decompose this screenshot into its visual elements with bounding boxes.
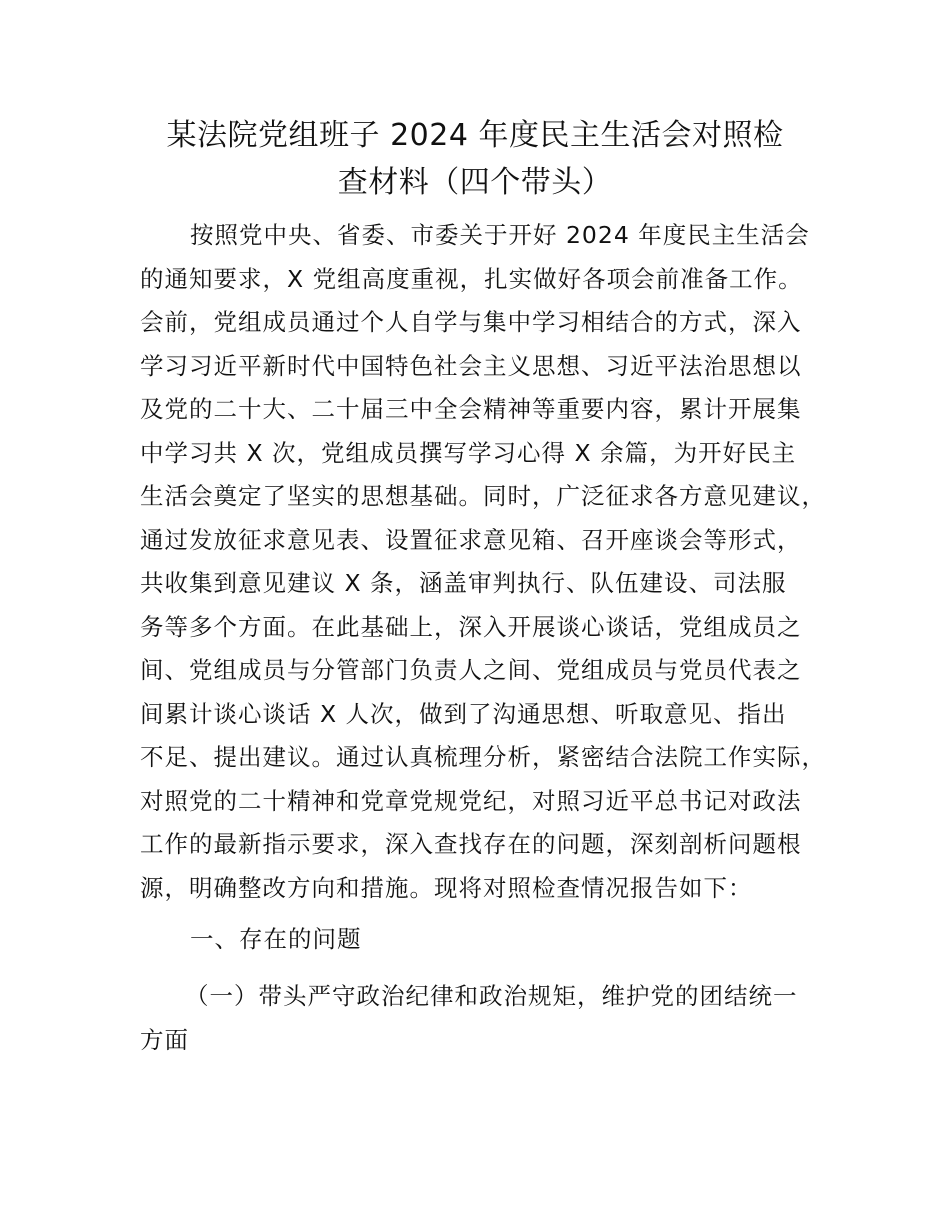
section-heading	[140, 918, 830, 962]
intro-line-2: 的通知要求，X 党组高度重视，扎实做好各项会前准备工作。	[140, 264, 803, 293]
document-title	[140, 112, 810, 206]
intro-line-4: 学习习近平新时代中国特色社会主义思想、习近平法治思想以	[140, 351, 802, 380]
intro-paragraph	[140, 214, 830, 910]
intro-line-16: 源，明确整改方向和措施。现将对照检查情况报告如下：	[140, 873, 753, 902]
intro-line-11: 间、党组成员与分管部门负责人之间、党组成员与党员代表之	[140, 656, 802, 684]
intro-line-5: 及党的二十大、二十届三中全会精神等重要内容，累计开展集	[140, 395, 802, 423]
intro-line-15: 工作的最新指示要求，深入查找存在的问题，深刻剖析问题根	[140, 830, 802, 858]
intro-line-1: 按照党中央、省委、市委关于开好 2024 年度民主生活会	[190, 221, 810, 249]
intro-line-14: 对照党的二十精神和党章党规党纪，对照习近平总书记对政法	[140, 786, 802, 815]
intro-line-13: 不足、提出建议。通过认真梳理分析，紧密结合法院工作实际，	[140, 743, 826, 771]
intro-line-9: 共收集到意见建议 X 条，涵盖审判执行、队伍建设、司法服	[140, 569, 787, 597]
intro-line-8: 通过发放征求意见表、设置征求意见箱、召开座谈会等形式，	[140, 525, 802, 554]
title-line-1: 某法院党组班子 2024 年度民主生活会对照检	[166, 118, 784, 153]
intro-line-3: 会前，党组成员通过个人自学与集中学习相结合的方式，深入	[140, 308, 802, 336]
subsection-heading-line-1: （一）带头严守政治纪律和政治规矩，维护党的团结统一	[185, 982, 798, 1010]
intro-line-10: 务等多个方面。在此基础上，深入开展谈心谈话，党组成员之	[140, 612, 802, 641]
intro-line-12: 间累计谈心谈话 X 人次，做到了沟通思想、听取意见、指出	[140, 699, 787, 728]
title-line-2: 查材料（四个带头）	[337, 165, 613, 200]
intro-line-7: 生活会奠定了坚实的思想基础。同时，广泛征求各方意见建议，	[140, 482, 826, 510]
section-heading-text: 一、存在的问题	[190, 925, 362, 953]
subsection-heading-line-2: 方面	[140, 1025, 189, 1054]
subsection-heading	[140, 975, 830, 1062]
intro-line-6: 中学习共 X 次，党组成员撰写学习心得 X 余篇，为开好民主	[140, 438, 797, 467]
